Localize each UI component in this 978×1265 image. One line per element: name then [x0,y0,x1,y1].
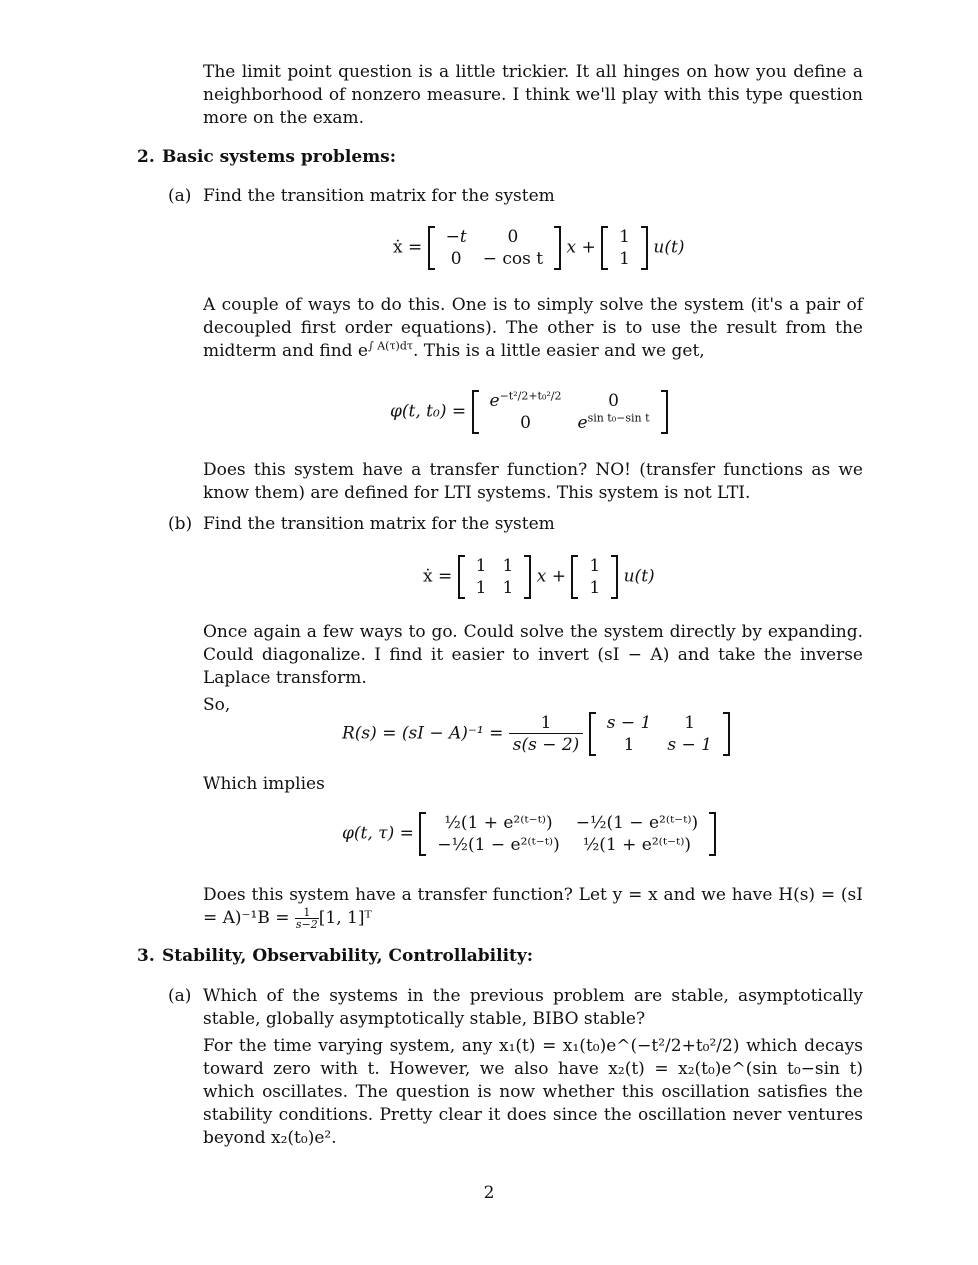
matrix-cell: 1 [475,556,487,576]
phi-lhs: φ(t, t₀) = [390,401,467,422]
matrix-cell: 1 [502,578,514,598]
explanation-text: A couple of ways to do this. One is to simply solve the system (it's a pair of decoupled first order equations). The other is to use the result from the midterm and find e [203,295,863,361]
transfer-function-fraction: $\frac{1}{s-2}$ [295,906,318,931]
matrix-cell: 1 [589,556,601,576]
intro-paragraph: The limit point question is a little trickier. It all hinges on how you define a neighborhood of nonzero measure. I think we'll play with this type question more on the exam. [203,62,863,128]
phi-lhs: φ(t, τ) = [342,823,414,844]
matrix-cell: 1 [619,227,630,247]
page-number: 2 [483,1183,495,1203]
resolvent-fraction: $\frac{1}{s(s - 2)}$ [509,713,584,756]
eq-tail: u(t) [653,237,685,258]
phi-matrix [472,390,668,434]
item-2b-explanation: Once again a few ways to go. Could solve the system directly by expanding. Could diagonalize. I find it easier to invert (sI − A) and take the inverse Laplace transform. [203,622,863,688]
matrix-cell: 1 [684,713,696,733]
item-3a-label: (a) [168,986,192,1006]
item-2b-transfer-function [203,884,863,930]
equation-2b-phi [342,812,716,856]
matrix-cell: 0 [520,413,531,433]
equation-2a-system [393,226,684,270]
matrix-cell: 1 [619,249,630,269]
matrix-cell: ½(1 + e²⁽ᵗ⁻ᵗ⁾) [444,813,553,833]
matrix-cell: 0 [608,391,619,411]
matrix-cell: 1 [623,735,635,755]
section-3-title: Stability, Observability, Controllability: [162,946,534,966]
matrix-cell: 1 [475,578,487,598]
item-2b-label: (b) [168,514,193,534]
matrix-a [428,226,561,270]
eq-lhs: ẋ = [423,566,453,587]
item-2a-question: Find the transition matrix for the system [203,186,555,206]
explanation-text-cont: . This is a little easier and we get, [412,341,705,361]
matrix-cell: ½(1 + e²⁽ᵗ⁻ᵗ⁾) [582,835,692,855]
matrix-a [458,555,532,599]
matrix-cell: −½(1 − e²⁽ᵗ⁻ᵗ⁾) [437,835,560,855]
matrix-cell: 0 [507,227,519,247]
so-label: So, [203,695,231,715]
item-2a-transfer-function: Does this system have a transfer function? NO! (transfer functions as we know them) are defined for LTI systems. This system is not LTI. [203,460,863,503]
eq-mid: x + [536,566,566,587]
section-3-number: 3. [137,946,155,966]
transfer-function-vector: [1, 1]ᵀ [318,908,372,928]
section-2-title: Basic systems problems: [162,147,397,167]
resolvent-matrix [589,712,730,756]
item-2a-explanation [203,294,863,363]
matrix-cell: s − 1 [667,735,712,755]
matrix-cell: 1 [502,556,514,576]
matrix-cell: −t [445,227,467,247]
transfer-function-text: Does this system have a transfer function? Let y = x and we have H(s) = (sI = A)⁻¹B = [203,885,863,928]
equation-2b-system [423,555,655,599]
matrix-cell: s − 1 [606,713,652,733]
item-2b-question: Find the transition matrix for the system [203,514,555,534]
matrix-cell: $e^{-t^2/2+t_0^2/2}$ [489,389,562,411]
matrix-cell: − cos t [482,249,544,269]
eq-mid: x + [566,237,596,258]
matrix-cell: 1 [589,578,601,598]
matrix-cell: $e^{sin t_0-sin t}$ [577,411,650,433]
section-2-number: 2. [137,147,155,167]
matrix-cell: −½(1 − e²⁽ᵗ⁻ᵗ⁾) [575,813,699,833]
item-2a-label: (a) [168,186,192,206]
eq-lhs: ẋ = [393,237,423,258]
phi-matrix [419,812,716,856]
eq-tail: u(t) [623,566,655,587]
equation-2b-resolvent [342,712,730,756]
matrix-cell: 0 [450,249,462,269]
item-3a-question: Which of the systems in the previous problem are stable, asymptotically stable, globally asymptotically stable, BIBO stable? [203,986,863,1029]
equation-2a-phi [390,390,668,434]
resolvent-lhs: R(s) = (sI − A)⁻¹ = [342,723,504,744]
integral-exponent: ∫ A(τ)dτ [368,339,413,353]
item-3a-answer: For the time varying system, any x₁(t) = x₁(t₀)e^(−t²/2+t₀²/2) which decays toward zero with t. However, we also have x₂(t) = x₂(t₀)e^(sin t₀−sin t) which oscillates. The question is now whether this oscillation satisfies the stability conditions. Pretty clear it does since the oscillation never ventures beyond x₂(t₀)e². [203,1036,863,1148]
matrix-b [601,226,648,270]
which-implies-label: Which implies [203,774,325,794]
matrix-b [571,555,618,599]
